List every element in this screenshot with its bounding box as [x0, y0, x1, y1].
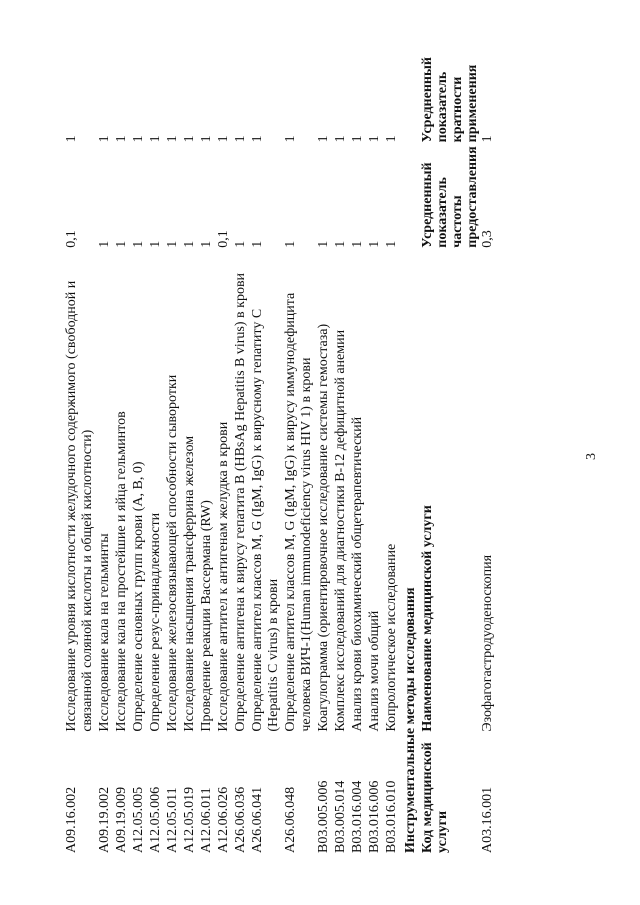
table-row	[233, 55, 250, 855]
services-table-body	[64, 55, 497, 855]
service-code: A12.06.011	[199, 787, 214, 853]
service-code: A09.19.009	[114, 786, 129, 853]
service-code: B03.005.014	[333, 780, 348, 853]
frequency-value: 0,1	[64, 230, 79, 248]
table-row	[114, 55, 131, 855]
frequency-value: 1	[367, 240, 382, 248]
service-code: B03.016.004	[350, 780, 365, 853]
table-row	[283, 55, 316, 855]
multiplicity-value: 1	[250, 135, 265, 143]
rotated-page	[64, 55, 599, 855]
service-name: Определение резус-принадлежности	[148, 512, 163, 732]
frequency-value: 1	[333, 240, 348, 248]
service-name: Исследование кала на простейшие и яйца гельминтов	[114, 411, 129, 732]
service-code: A12.05.005	[131, 786, 146, 853]
multiplicity-value: 1	[333, 135, 348, 143]
frequency-value: 1	[97, 240, 112, 248]
multiplicity-value: 1	[216, 135, 231, 143]
multiplicity-value: 1	[367, 135, 382, 143]
service-code: A12.05.011	[165, 787, 180, 853]
table-row	[97, 55, 114, 855]
header-name: Наименование медицинской услуги	[420, 505, 435, 732]
service-code: A12.06.026	[216, 786, 231, 853]
multiplicity-value: 1	[64, 135, 79, 143]
frequency-value: 1	[165, 240, 180, 248]
multiplicity-value: 1	[148, 135, 163, 143]
frequency-value: 1	[316, 240, 331, 248]
service-name: Исследование антител к антигенам желудка в крови	[216, 421, 231, 732]
header-row	[419, 55, 480, 855]
service-name: Анализ крови биохимический общетерапевтический	[350, 416, 365, 732]
frequency-value: 1	[350, 240, 365, 248]
service-code: A12.05.019	[182, 786, 197, 853]
service-name: Коагулограмма (ориентировочное исследование системы гемостаза)	[316, 323, 331, 732]
table-row	[480, 55, 497, 855]
page-number: 3	[584, 453, 599, 460]
table-row	[333, 55, 350, 855]
frequency-value: 1	[250, 240, 265, 248]
service-name: Комплекс исследований для диагностики B-12 дефицитной анемии	[333, 329, 348, 732]
frequency-value: 1	[283, 240, 298, 248]
service-code: A09.16.002	[64, 786, 79, 853]
service-name: Исследование кала на гельминты	[97, 533, 112, 732]
multiplicity-value: 1	[233, 135, 248, 143]
service-name: Исследование насыщения трансферрина железом	[182, 435, 197, 732]
section-row	[401, 55, 419, 855]
table-row	[350, 55, 367, 855]
service-code: A03.16.001	[480, 786, 495, 853]
table-row	[64, 55, 97, 855]
table-row	[165, 55, 182, 855]
table-row	[199, 55, 216, 855]
multiplicity-value: 1	[384, 135, 399, 143]
frequency-value: 0,3	[480, 230, 495, 248]
table-row	[384, 55, 401, 855]
service-code: B03.016.010	[384, 780, 399, 853]
table-row	[148, 55, 165, 855]
table-row	[250, 55, 283, 855]
service-name: Копрологическое исследование	[384, 543, 399, 732]
multiplicity-value: 1	[316, 135, 331, 143]
service-name: Определение антител классов M, G (IgM, IgG) к вирусному гепатиту C (Hepatitis C virus) в крови	[250, 308, 281, 732]
table-row	[182, 55, 199, 855]
service-name: Исследование железосвязывающей способности сыворотки	[165, 374, 180, 732]
service-name: Определение антигена к вирусу гепатита B (HBsAg Hepatitis B virus) в крови	[233, 272, 248, 732]
frequency-value: 1	[114, 240, 129, 248]
service-code: A26.06.048	[283, 786, 298, 853]
service-code: A09.19.002	[97, 786, 112, 853]
multiplicity-value: 1	[131, 135, 146, 143]
header-frequency: Усредненный показатель частоты предоставления	[420, 146, 480, 248]
table-row	[131, 55, 148, 855]
service-code: A26.06.041	[250, 786, 265, 853]
services-table	[64, 55, 497, 855]
service-name: Проведение реакции Вассермана (RW)	[199, 500, 214, 732]
table-row	[367, 55, 384, 855]
multiplicity-value: 1	[480, 135, 495, 143]
service-name: Исследование уровня кислотности желудочного содержимого (свободной и связанной соляной кислоты и общей кислотности)	[64, 280, 95, 732]
service-name: Определение основных групп крови (A, B, 0)	[131, 461, 146, 732]
frequency-value: 1	[182, 240, 197, 248]
frequency-value: 1	[384, 240, 399, 248]
table-row	[216, 55, 233, 855]
multiplicity-value: 1	[97, 135, 112, 143]
service-code: A12.05.006	[148, 786, 163, 853]
service-code: A26.06.036	[233, 786, 248, 853]
service-code: B03.016.006	[367, 780, 382, 853]
multiplicity-value: 1	[114, 135, 129, 143]
multiplicity-value: 1	[165, 135, 180, 143]
service-name: Определение антител классов M, G (IgM, IgG) к вирусу иммунодефицита человека ВИЧ-1(Human immunodeficiency virus HIV 1) в крови	[283, 292, 314, 732]
table-row	[316, 55, 333, 855]
header-multiplicity: Усредненный показатель кратности применения	[420, 57, 480, 143]
multiplicity-value: 1	[350, 135, 365, 143]
multiplicity-value: 1	[199, 135, 214, 143]
multiplicity-value: 1	[182, 135, 197, 143]
header-code: Код медицинской услуги	[420, 742, 450, 853]
frequency-value: 1	[131, 240, 146, 248]
frequency-value: 1	[199, 240, 214, 248]
multiplicity-value: 1	[283, 135, 298, 143]
frequency-value: 0,1	[216, 230, 231, 248]
service-name: Анализ мочи общий	[367, 610, 382, 732]
frequency-value: 1	[148, 240, 163, 248]
service-code: B03.005.006	[316, 780, 331, 853]
section-title: Инструментальные методы исследования	[403, 587, 418, 853]
frequency-value: 1	[233, 240, 248, 248]
service-name: Эзофагогастродуоденоскопия	[480, 554, 495, 732]
